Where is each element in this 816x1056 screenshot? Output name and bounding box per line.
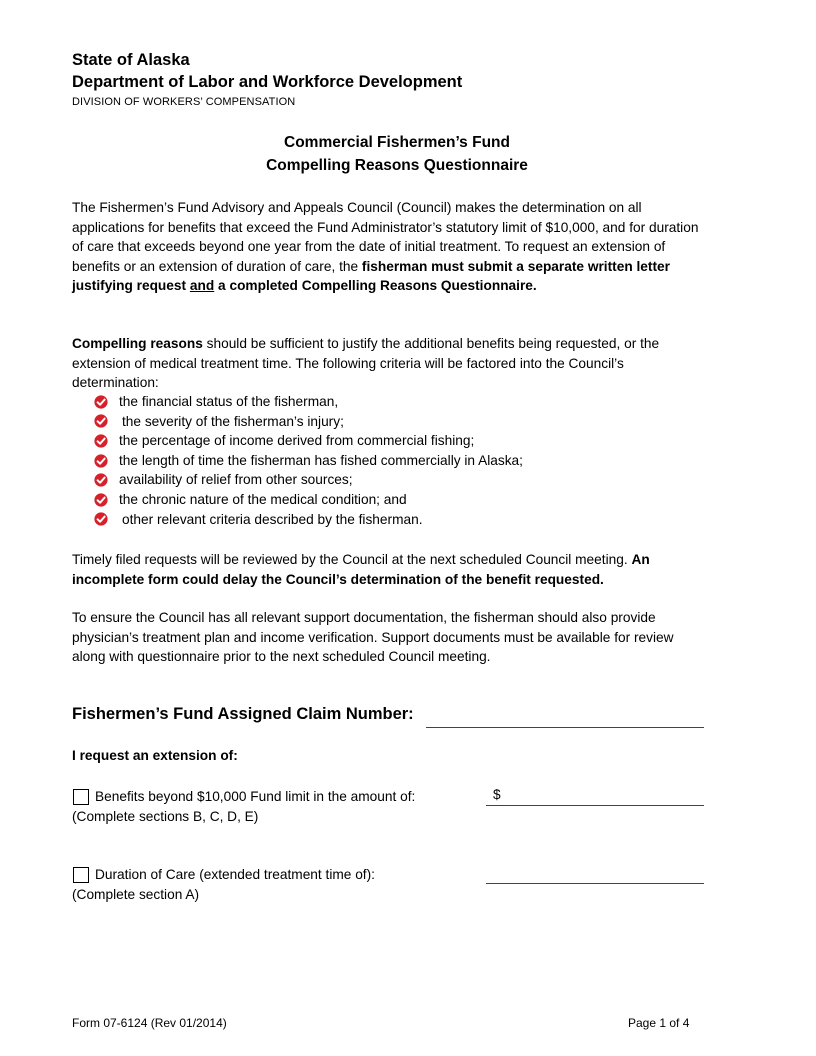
criterion-text: availability of relief from other sources; (119, 472, 353, 488)
list-item (94, 431, 714, 451)
duration-time-field[interactable] (486, 883, 704, 884)
support-paragraph: To ensure the Council has all relevant support documentation, the fisherman should also provide physician’s treatment plan and income verification. Support documents must be available for review along with questionnaire prior to the next scheduled Council meeting. (72, 610, 674, 665)
form-id: Form 07-6124 (Rev 01/2014) (72, 1016, 227, 1030)
intro-text: The Fishermen’s Fund Advisory and Appeals Council (Council) makes the determination on all applications for benefits that exceed the Fund Administrator’s statutory limit of $10,000, and for duration of care that exceeds beyond one year from the date of initial treatment. To request an extension of benefits or an extension of duration of care, the (72, 200, 699, 274)
form-title-line1: Commercial Fishermen’s Fund (284, 134, 510, 151)
red-checkmark-icon (94, 395, 108, 409)
benefits-amount-field[interactable] (486, 805, 704, 806)
benefits-extension-label: Benefits beyond $10,000 Fund limit in the amount of: (95, 789, 416, 804)
red-checkmark-icon (94, 493, 108, 507)
benefits-extension-note: (Complete sections B, C, D, E) (72, 809, 259, 824)
red-checkmark-icon (94, 473, 108, 487)
intro-bold-and: and (189, 278, 215, 294)
list-item (94, 470, 714, 490)
compelling-paragraph (72, 334, 702, 393)
duration-extension-label: Duration of Care (extended treatment time of): (95, 867, 375, 882)
criterion-text: the chronic nature of the medical condition; and (119, 491, 407, 507)
criterion-text: the financial status of the fisherman, (119, 394, 339, 409)
list-item (94, 412, 714, 432)
state-heading: State of Alaska (72, 51, 190, 69)
red-checkmark-icon (94, 414, 108, 428)
intro-bold-b: a completed Compelling Reasons Questionnaire. (214, 278, 537, 294)
criteria-list (94, 392, 714, 529)
claim-number-label: Fishermen’s Fund Assigned Claim Number: (72, 705, 414, 723)
criterion-text: the percentage of income derived from commercial fishing; (119, 433, 475, 449)
form-title-line2: Compelling Reasons Questionnaire (266, 157, 528, 174)
list-item (94, 451, 714, 471)
benefits-extension-checkbox[interactable] (73, 789, 89, 805)
compelling-lead: Compelling reasons (72, 336, 203, 351)
intro-paragraph (72, 198, 702, 296)
currency-symbol: $ (493, 787, 501, 802)
timely-paragraph (72, 550, 702, 589)
list-item (94, 392, 714, 412)
division-heading: DIVISION OF WORKERS’ COMPENSATION (72, 96, 296, 108)
page-number: Page 1 of 4 (628, 1016, 690, 1030)
timely-text: Timely filed requests will be reviewed by the Council at the next scheduled Council meeting. (72, 552, 632, 567)
timely-bold: An incomplete form could delay the Council’s determination of the benefit requested. (72, 552, 650, 587)
department-heading: Department of Labor and Workforce Development (72, 73, 463, 91)
compelling-text: should be sufficient to justify the additional benefits being requested, or the extension of medical treatment time. The following criteria will be factored into the Council’s determination: (72, 336, 660, 391)
list-item (94, 510, 714, 530)
criterion-text: other relevant criteria described by the fisherman. (122, 511, 423, 527)
criterion-text: the severity of the fisherman’s injury; (122, 413, 344, 429)
claim-number-field[interactable] (426, 727, 704, 728)
red-checkmark-icon (94, 454, 108, 468)
red-checkmark-icon (94, 434, 108, 448)
list-item (94, 490, 714, 510)
duration-extension-checkbox[interactable] (73, 867, 89, 883)
duration-extension-note: (Complete section A) (72, 887, 200, 902)
red-checkmark-icon (94, 512, 108, 526)
intro-bold-a: fisherman must submit a separate written letter justifying request (72, 258, 670, 294)
request-extension-label: I request an extension of: (72, 748, 238, 763)
criterion-text: the length of time the fisherman has fished commercially in Alaska; (119, 452, 523, 468)
